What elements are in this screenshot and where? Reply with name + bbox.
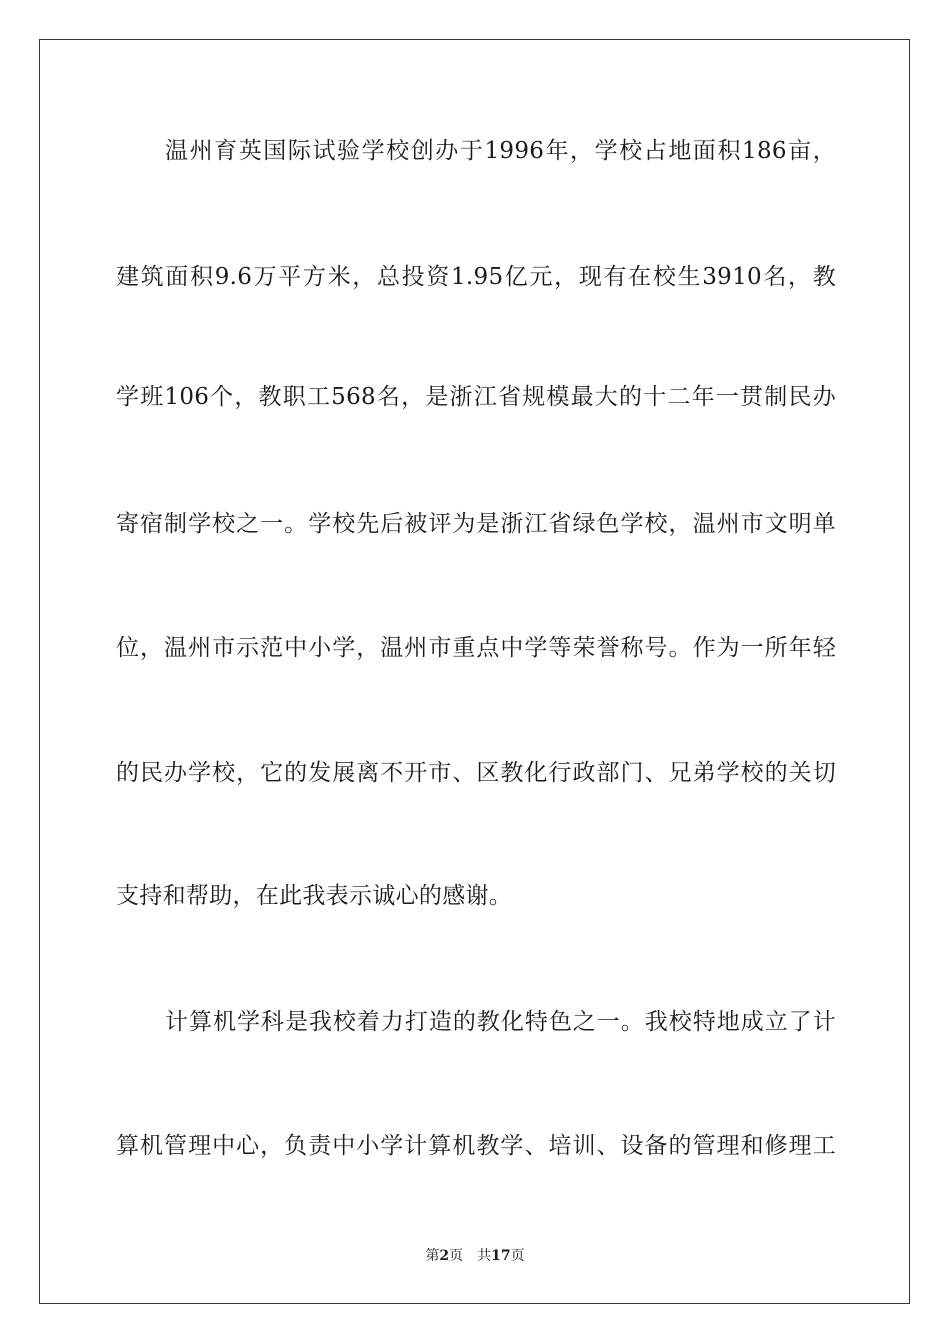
footer-total-prefix: 共: [477, 1248, 492, 1264]
paragraph-1-line-4: 寄宿制学校之一。学校先后被评为是浙江省绿色学校，温州市文明单: [116, 511, 836, 537]
paragraph-1-line-3: 学班106个，教职工568名，是浙江省规模最大的十二年一贯制民办: [116, 384, 836, 410]
page-frame: [39, 39, 910, 1304]
paragraph-1-line-1: 温州育英国际试验学校创办于1996年，学校占地面积186亩，: [165, 138, 836, 164]
paragraph-1-line-6: 的民办学校，它的发展离不开市、区教化行政部门、兄弟学校的关切: [116, 760, 836, 786]
footer-page-prefix: 第: [425, 1248, 440, 1264]
footer-page-number: 2: [439, 1248, 450, 1264]
paragraph-1-line-7: 支持和帮助，在此我表示诚心的感谢。: [116, 883, 513, 909]
paragraph-1-line-2: 建筑面积9.6万平方米，总投资1.95亿元，现有在校生3910名，教: [116, 264, 836, 290]
footer-page-suffix: 页: [449, 1248, 464, 1264]
paragraph-2-line-2: 算机管理中心，负责中小学计算机教学、培训、设备的管理和修理工: [116, 1133, 836, 1159]
paragraph-2-line-1: 计算机学科是我校着力打造的教化特色之一。我校特地成立了计: [165, 1009, 836, 1035]
paragraph-1-line-5: 位，温州市示范中小学，温州市重点中学等荣誉称号。作为一所年轻: [116, 635, 836, 661]
page-footer: [0, 1246, 950, 1266]
footer-total-pages: 17: [491, 1248, 511, 1264]
footer-total-suffix: 页: [510, 1248, 525, 1264]
